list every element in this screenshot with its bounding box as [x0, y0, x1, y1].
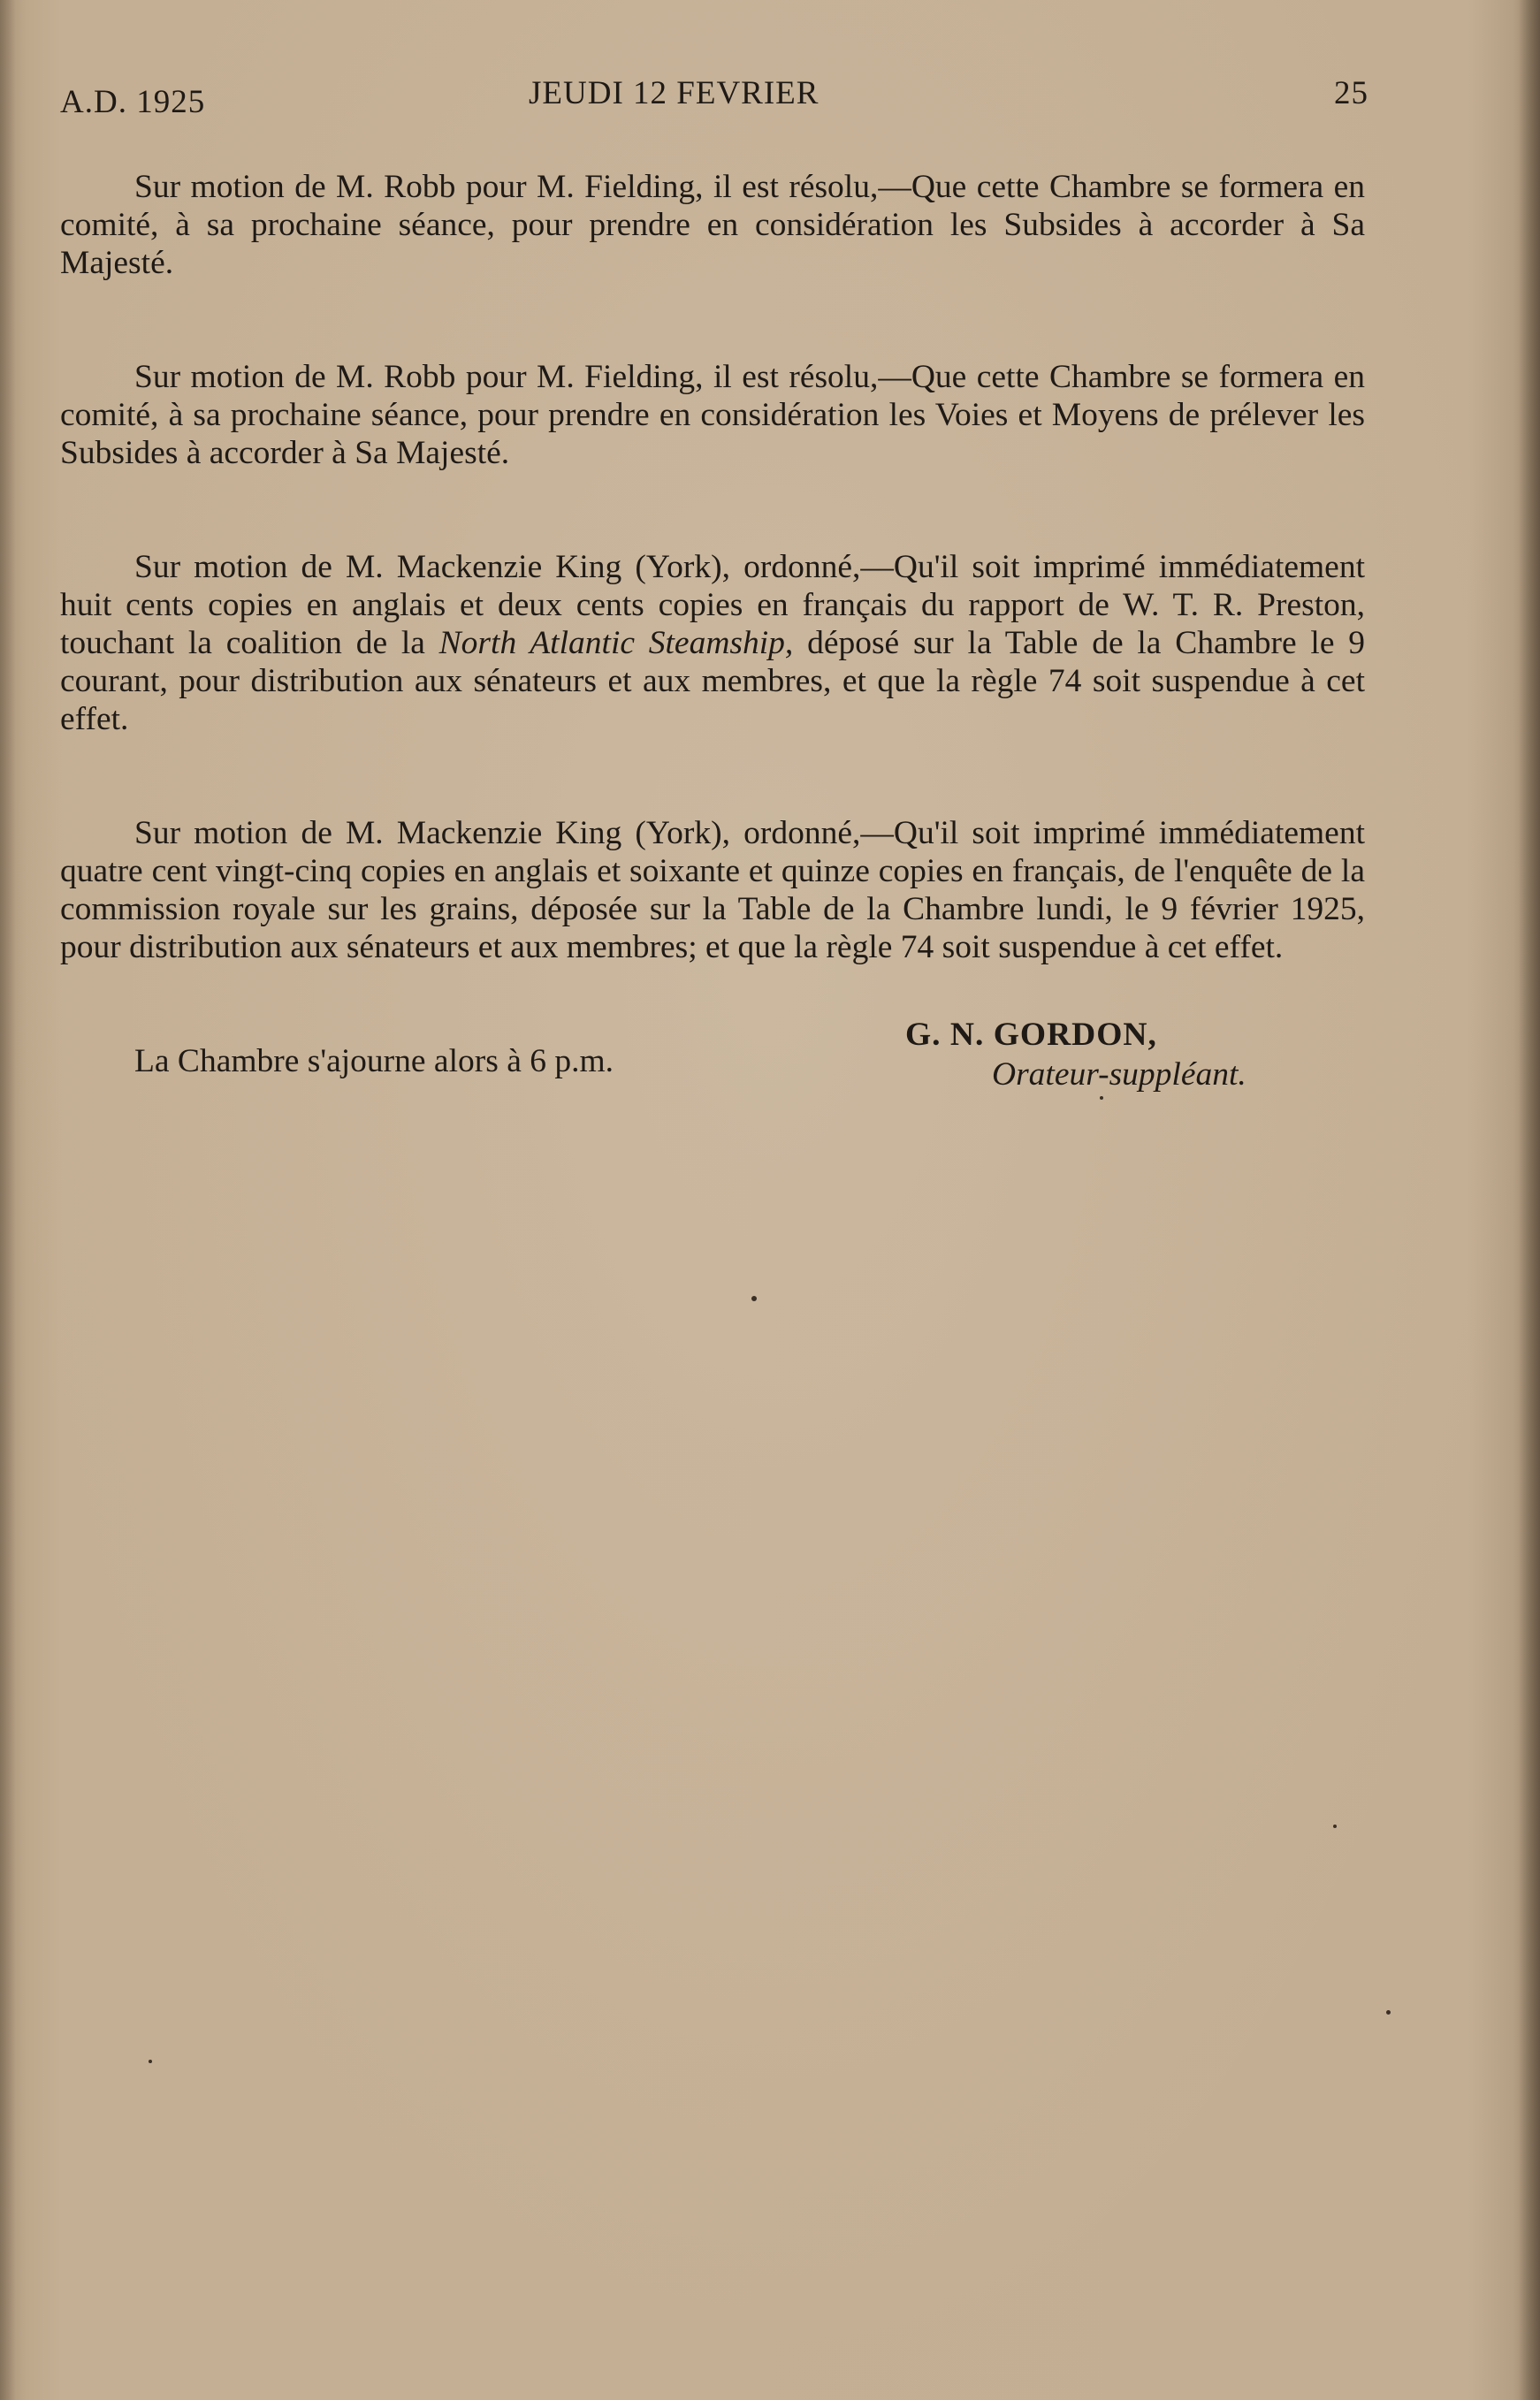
page-right-shadow	[1519, 0, 1540, 2400]
paper-speck	[1100, 1096, 1103, 1100]
paper-speck	[1333, 1825, 1337, 1828]
steamship-italic: North Atlantic Steamship,	[438, 625, 794, 661]
paper-speck	[751, 1296, 757, 1301]
adjournment-paragraph: La Chambre s'ajourne alors à 6 p.m.	[134, 1043, 614, 1079]
motion-paragraph-preston-report	[60, 548, 1365, 738]
page-left-shadow	[0, 0, 16, 2400]
header-date: JEUDI 12 FEVRIER	[529, 75, 820, 111]
paper-speck	[1386, 2010, 1391, 2015]
page-number: 25	[1334, 75, 1368, 111]
paper-speck	[149, 2060, 152, 2063]
motion-paragraph-grain-commission: Sur motion de M. Mackenzie King (York), ordonné,—Qu'il soit imprimé immédiatement quatre cent vingt-cinq copies en anglais et soixante et quinze copies en français, de l'enquête de la commission royale sur les grains, déposée sur la Table de la Chambre lundi, le 9 février 1925, pour distribution aux sénateurs et aux membres; et que la règle 74 soit suspendue à cet effet.	[60, 815, 1365, 965]
motion-paragraph-voies-et-moyens: Sur motion de M. Robb pour M. Fielding, il est résolu,—Que cette Chambre se formera en comité, à sa prochaine séance, pour prendre en considération les Voies et Moyens de prélever les Subsides à accorder à Sa Majesté.	[60, 359, 1365, 471]
signature-block	[905, 1015, 1246, 1094]
preston-text-before: Sur motion de M. Mackenzie King (York), ordonné,—Qu'il soit imprimé immédiatement huit cents copies en anglais et deux cents copies en français du rapport de W. T. R. Preston, touchant la coalition de la	[60, 549, 1365, 661]
header-year: A.D. 1925	[60, 84, 206, 120]
page-header	[60, 74, 1368, 127]
motion-paragraph-subsides: Sur motion de M. Robb pour M. Fielding, il est résolu,—Que cette Chambre se formera en comité, à sa prochaine séance, pour prendre en considération les Subsides à accorder à Sa Majesté.	[60, 169, 1365, 281]
journal-body	[60, 168, 1365, 1128]
preston-text-after: déposé sur la Table de la Chambre le 9 courant, pour distribution aux sénateurs et aux membres, et que la règle 74 soit suspendue à cet effet.	[60, 625, 1365, 737]
signatory-title: Orateur-suppléant.	[992, 1056, 1246, 1093]
signatory-name: G. N. GORDON,	[905, 1017, 1157, 1053]
